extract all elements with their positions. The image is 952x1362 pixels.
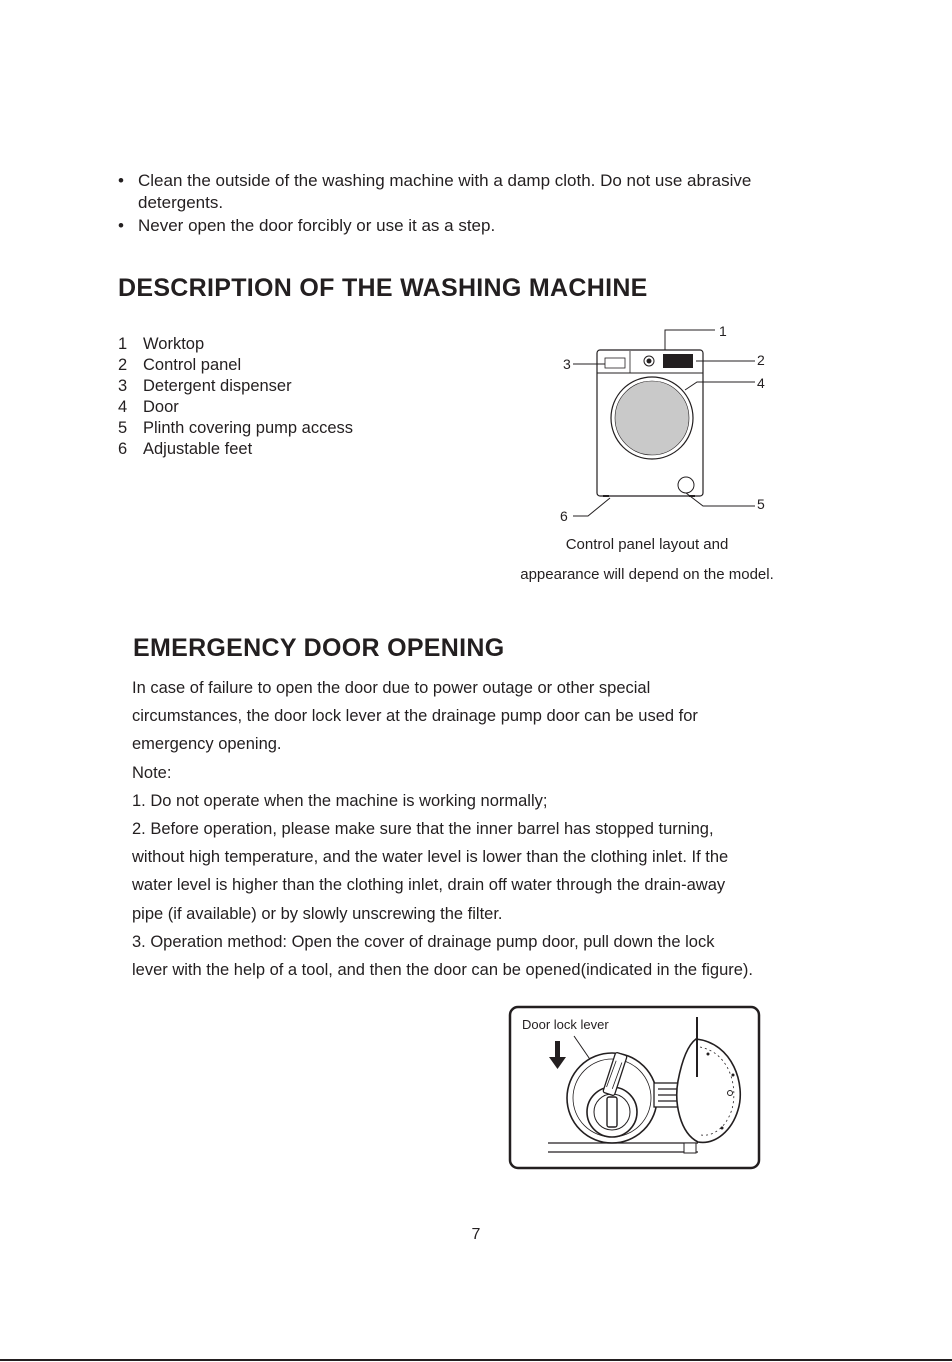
- body-line: emergency opening.: [132, 735, 282, 754]
- callout-line-6: [573, 498, 610, 516]
- hinge-foot: [684, 1143, 696, 1153]
- callout-number-5: 5: [757, 496, 765, 512]
- body-line: Note:: [132, 763, 172, 782]
- figure-label: Door lock lever: [522, 1017, 609, 1032]
- pump-access-cover: [678, 477, 694, 493]
- part-item: [118, 439, 353, 460]
- display-panel: [663, 354, 693, 368]
- part-number: 4: [118, 398, 128, 416]
- part-number: 1: [118, 335, 128, 353]
- page-number: 7: [471, 1226, 481, 1243]
- diagram-caption: appearance will depend on the model.: [520, 566, 774, 583]
- part-number: 6: [118, 440, 128, 458]
- bottom-rule: [0, 1359, 952, 1361]
- section-heading-description: DESCRIPTION OF THE WASHING MACHINE: [118, 274, 648, 302]
- body-line: 3. Operation method: Open the cover of drainage pump door, pull down the lock: [132, 932, 715, 951]
- detergent-drawer: [605, 358, 625, 368]
- bullet-list: [118, 170, 838, 238]
- down-arrow-shaft: [555, 1041, 560, 1059]
- part-item: [118, 334, 353, 355]
- callout-number-3: 3: [563, 356, 571, 372]
- callout-line-1: [665, 330, 715, 350]
- callout-number-2: 2: [757, 352, 765, 368]
- part-item: [118, 397, 353, 418]
- diagram-caption: Control panel layout and: [565, 536, 729, 553]
- body-line: water level is higher than the clothing inlet, drain off water through the drain-away: [132, 876, 726, 895]
- part-number: 3: [118, 377, 128, 395]
- part-item: [118, 418, 353, 439]
- door-lock-figure: [508, 1005, 761, 1170]
- callout-number-6: 6: [560, 508, 568, 524]
- callout-number-1: 1: [719, 323, 727, 339]
- bullet-item: • Never open the door forcibly or use it as a step.: [118, 215, 838, 237]
- part-label: Detergent dispenser: [143, 377, 292, 395]
- body-line: In case of failure to open the door due to power outage or other special: [132, 679, 651, 697]
- body-line: 1. Do not operate when the machine is working normally;: [132, 791, 548, 810]
- body-line: without high temperature, and the water level is lower than the clothing inlet. If the: [132, 848, 729, 867]
- cover-dot: [707, 1053, 710, 1056]
- callout-number-4: 4: [757, 375, 765, 391]
- cover-dot: [732, 1074, 735, 1077]
- door-glass: [615, 381, 689, 455]
- part-label: Plinth covering pump access: [143, 419, 354, 437]
- filter-handle: [607, 1097, 617, 1127]
- parts-list: [118, 334, 353, 460]
- knob-center: [647, 359, 652, 364]
- emergency-body: [132, 674, 822, 984]
- part-label: Adjustable feet: [143, 440, 253, 458]
- washing-machine-diagram: [555, 318, 785, 530]
- part-number: 2: [118, 356, 128, 374]
- body-line: pipe (if available) or by slowly unscrewing the filter.: [132, 904, 503, 923]
- body-line: circumstances, the door lock lever at the drainage pump door can be used for: [132, 707, 698, 726]
- bullet-item: • Clean the outside of the washing machine with a damp cloth. Do not use abrasive detergents.: [118, 170, 838, 214]
- part-label: Worktop: [143, 335, 205, 353]
- part-item: [118, 355, 353, 376]
- part-label: Control panel: [143, 356, 242, 374]
- section-heading-emergency: EMERGENCY DOOR OPENING: [133, 634, 505, 662]
- cover-dot: [721, 1127, 724, 1130]
- part-item: [118, 376, 353, 397]
- body-line: 2. Before operation, please make sure that the inner barrel has stopped turning,: [132, 820, 714, 839]
- part-number: 5: [118, 419, 128, 437]
- part-label: Door: [143, 398, 179, 416]
- body-line: lever with the help of a tool, and then the door can be opened(indicated in the figure).: [132, 961, 754, 980]
